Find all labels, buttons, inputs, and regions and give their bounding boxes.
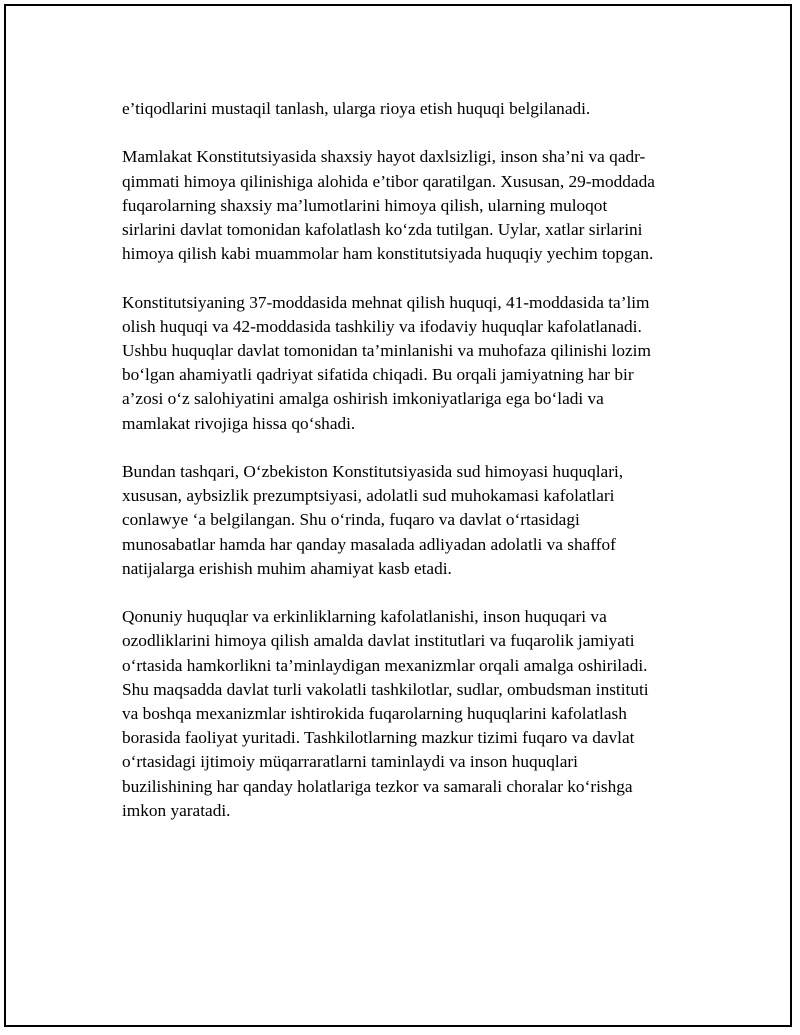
text-line: Konstitutsiyaning 37-moddasida mehnat qilish huquqi, 41-moddasida ta’lim xyxy=(122,292,650,312)
text-line: o‘rtasidagi ijtimoiy müqarraratlarni taminlaydi va inson huquqlari xyxy=(122,752,578,772)
text-line: borasida faoliyat yuritadi. Tashkilotlarning mazkur tizimi fuqaro va davlat xyxy=(122,728,635,748)
page-frame xyxy=(4,4,792,1027)
text-line: sirlarini davlat tomonidan kafolatlash ko‘zda tutilgan. Uylar, xatlar sirlarini xyxy=(122,220,643,239)
text-line: Shu maqsadda davlat turli vakolatli tashkilotlar, sudlar, ombudsman instituti xyxy=(122,679,649,699)
text-line: Ushbu huquqlar davlat tomonidan ta’minlanishi va muhofaza qilinishi lozim xyxy=(122,341,651,360)
text-line: Mamlakat Konstitutsiyasida shaxsiy hayot daxlsizligi, inson sha’ni va qadr- xyxy=(122,147,646,167)
paragraph-3 xyxy=(122,291,702,436)
text-line: buzilishining har qanday holatlariga tezkor va samarali choralar ko‘rishga xyxy=(122,776,633,796)
text-line: munosabatlar hamda har qanday masalada adliyadan adolatli va shaffof xyxy=(122,534,616,554)
text-line: o‘rtasida hamkorlikni ta’minlaydigan mexanizmlar orqali amalga oshiriladi. xyxy=(122,655,648,675)
paragraph-2 xyxy=(122,145,702,266)
text-line: va boshqa mexanizmlar ishtirokida fuqarolarning huquqlarini kafolatlash xyxy=(122,704,627,724)
text-line: fuqarolarning shaxsiy ma’lumotlarini himoya qilish, ularning muloqot xyxy=(122,195,608,215)
paragraph-5 xyxy=(122,605,702,823)
text-line: a’zosi o‘z salohiyatini amalga oshirish imkoniyatlariga ega bo‘ladi va xyxy=(122,389,604,409)
text-line: Bundan tashqari, O‘zbekiston Konstitutsiyasida sud himoyasi huquqlari, xyxy=(122,462,624,481)
document-body xyxy=(122,97,702,847)
text-line: conlawye ‘a belgilangan. Shu o‘rinda, fuqaro va davlat o‘rtasidagi xyxy=(122,510,580,530)
text-line: natijalarga erishish muhim ahamiyat kasb etadi. xyxy=(122,558,452,578)
text-line: xususan, aybsizlik prezumptsiyasi, adolatli sud muhokamasi kafolatlari xyxy=(122,486,615,506)
text-line: olish huquqi va 42-moddasida tashkiliy va ifodaviy huquqlar kafolatlanadi. xyxy=(122,316,642,336)
text-line: qimmati himoya qilinishiga alohida e’tibor qaratilgan. Xususan, 29-moddada xyxy=(122,171,655,191)
paragraph-4 xyxy=(122,460,702,581)
text-line: imkon yaratadi. xyxy=(122,800,231,820)
text-line: bo‘lgan ahamiyatli qadriyat sifatida chiqadi. Bu orqali jamiyatning har bir xyxy=(122,365,634,385)
text-line: ozodliklarini himoya qilish amalda davlat institutlari va fuqarolik jamiyati xyxy=(122,631,635,651)
text-line: himoya qilish kabi muammolar ham konstitutsiyada huquqiy yechim topgan. xyxy=(122,244,654,264)
text-line: Qonuniy huquqlar va erkinliklarning kafolatlanishi, inson huquqari va xyxy=(122,607,607,627)
paragraph-1 xyxy=(122,97,702,121)
text-line: mamlakat rivojiga hissa qo‘shadi. xyxy=(122,413,356,433)
text-line: e’tiqodlarini mustaqil tanlash, ularga rioya etish huquqi belgilanadi. xyxy=(122,99,591,118)
